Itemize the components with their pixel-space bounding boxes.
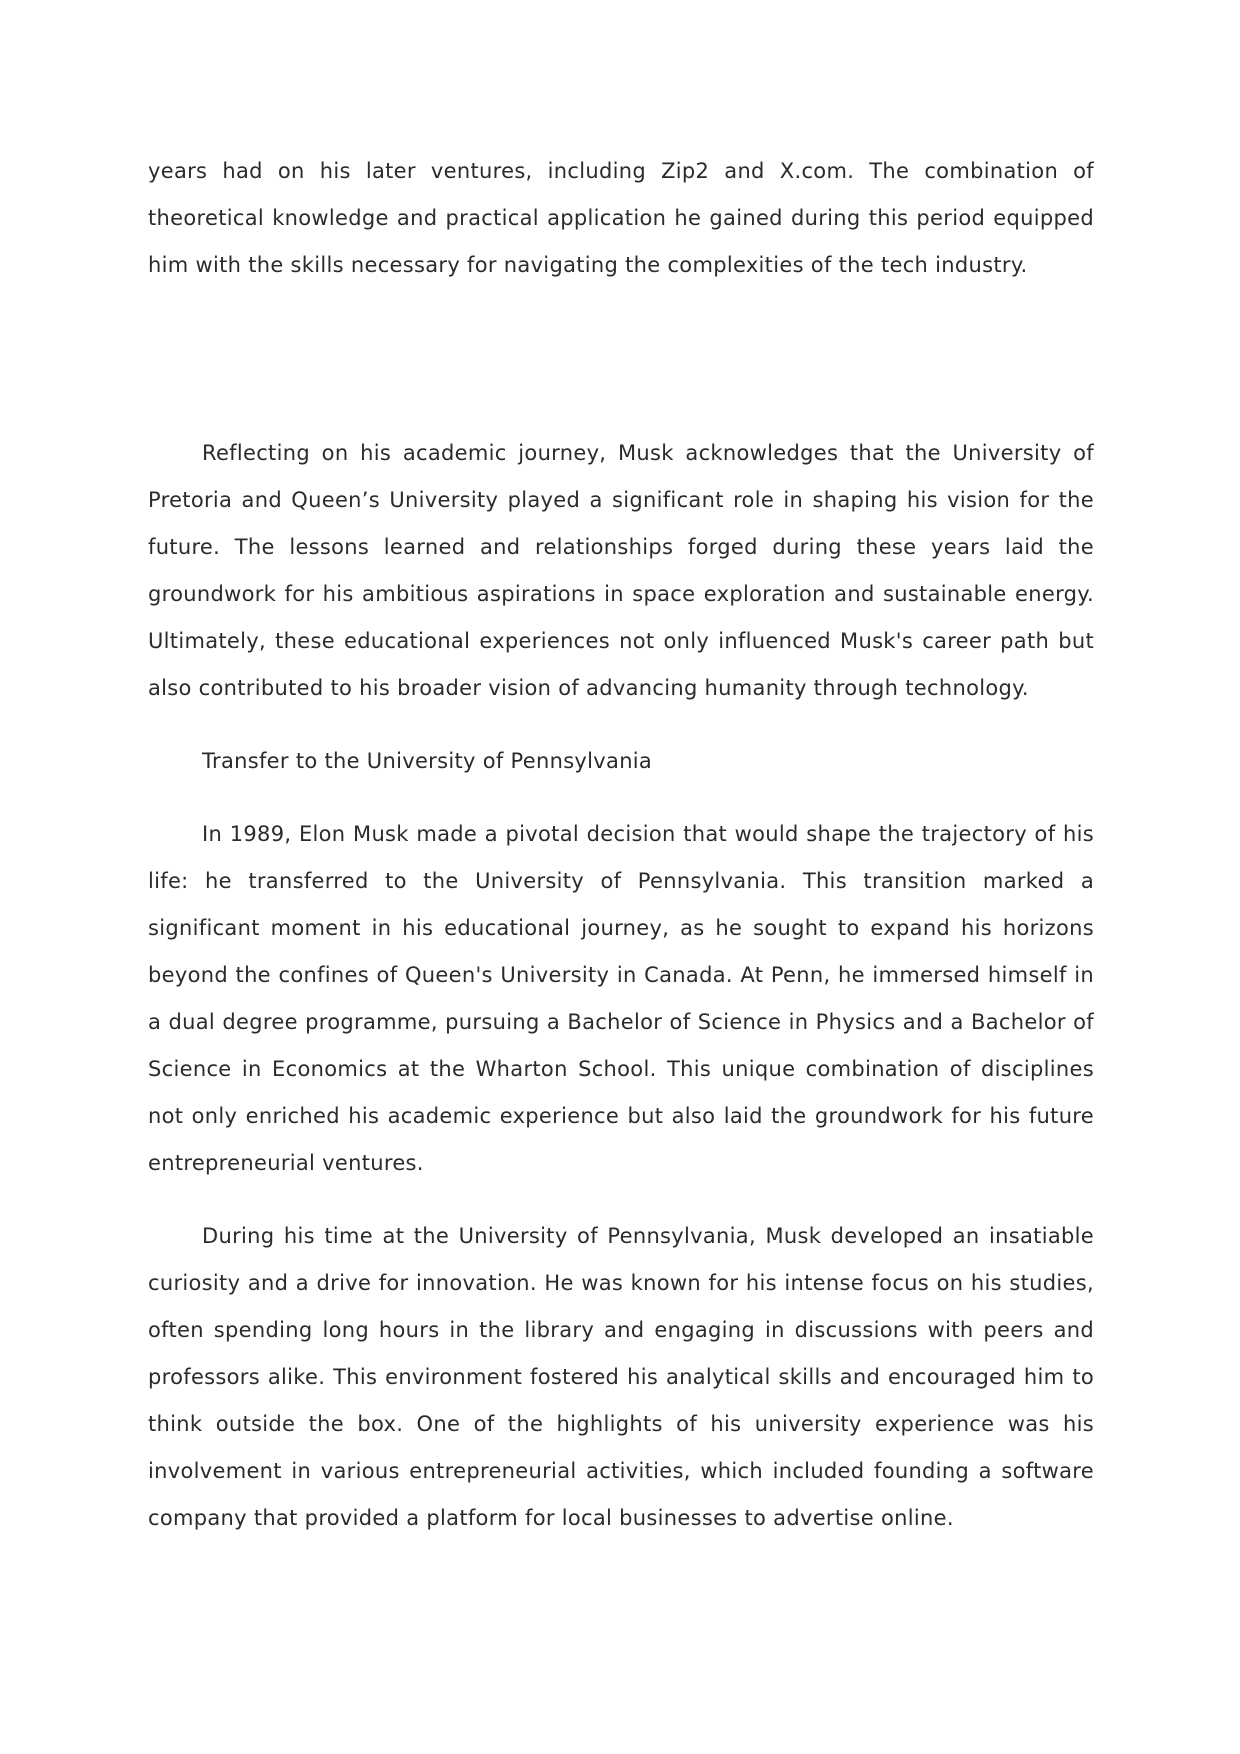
section-heading: Transfer to the University of Pennsylvania <box>202 749 653 773</box>
paragraph-transfer: In 1989, Elon Musk made a pivotal decision that would shape the trajectory of his life: he transferred to the University of Pennsylvania. This transition marked a significant moment in his educational journey, as he sought to expand his horizons beyond the confines of Queen's University in Canada. At Penn, he immersed himself in a dual degree programme, pursuing a Bachelor of Science in Physics and a Bachelor of Science in Economics at the Wharton School. This unique combination of disciplines not only enriched his academic experience but also laid the groundwork for his future entrepreneurial ventures. <box>148 822 1094 1175</box>
paragraph-continuation: years had on his later ventures, including Zip2 and X.com. The combination of theoretical knowledge and practical application he gained during this period equipped him with the skills necessary for navigating the complexities of the tech industry. <box>148 159 1094 277</box>
paragraph-reflection: Reflecting on his academic journey, Musk acknowledges that the University of Pretoria and Queen’s University played a significant role in shaping his vision for the future. The lessons learned and relationships forged during these years laid the groundwork for his ambitious aspirations in space exploration and sustainable energy. Ultimately, these educational experiences not only influenced Musk's career path but also contributed to his broader vision of advancing humanity through technology. <box>148 441 1094 700</box>
text-column <box>148 148 1094 1542</box>
paragraph-penn-time: During his time at the University of Pennsylvania, Musk developed an insatiable curiosity and a drive for innovation. He was known for his intense focus on his studies, often spending long hours in the library and engaging in discussions with peers and professors alike. This environment fostered his analytical skills and encouraged him to think outside the box. One of the highlights of his university experience was his involvement in various entrepreneurial activities, which included founding a software company that provided a platform for local businesses to advertise online. <box>148 1224 1094 1530</box>
